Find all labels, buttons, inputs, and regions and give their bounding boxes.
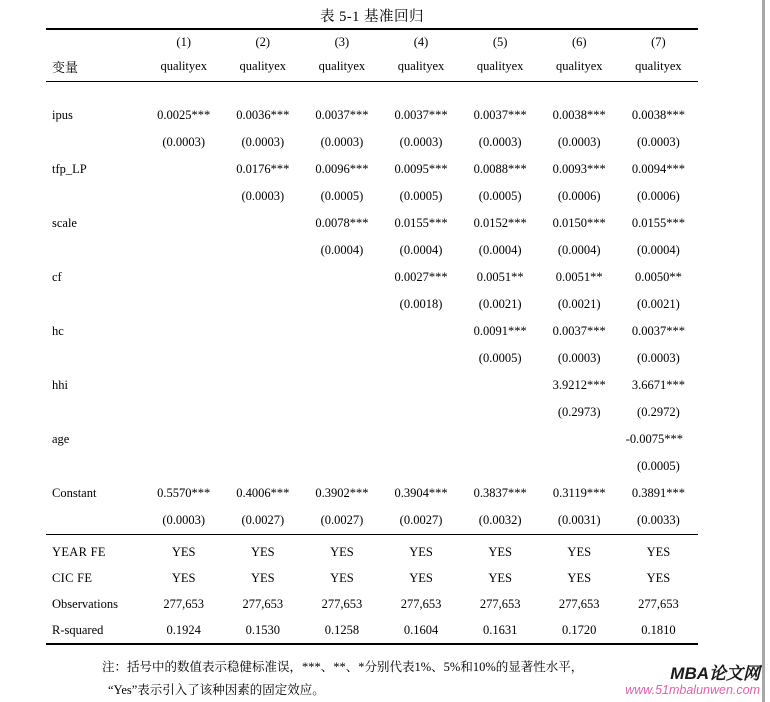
fe-row-year-fe xyxy=(46,535,698,566)
stat-value-1-col4: 0.1604 xyxy=(381,617,460,644)
fe-value-1-col4: YES xyxy=(409,570,433,585)
stat-value-1-col7: 0.1810 xyxy=(619,617,698,644)
fe-value-1-col2: YES xyxy=(250,570,275,585)
se-Constant-col5: (0.0032) xyxy=(461,507,540,535)
se-hc-col2 xyxy=(223,345,302,372)
spacer-cell xyxy=(381,82,460,103)
coef-tfp_LP-col1 xyxy=(144,156,223,183)
se-ipus-col5: (0.0003) xyxy=(478,135,522,149)
coef-cf-col3 xyxy=(302,264,381,291)
spacer-cell xyxy=(223,82,302,103)
coef-tfp_LP-col7: 0.0094*** xyxy=(631,162,685,176)
stat-value-0-col6: 277,653 xyxy=(558,596,600,611)
coef-hhi-col5 xyxy=(461,372,540,399)
coef-Constant-col1: 0.5570*** xyxy=(157,486,211,500)
stat-value-0-col1: 277,653 xyxy=(163,596,204,611)
coef-row-ipus xyxy=(46,102,698,129)
coef-ipus-col6: 0.0038*** xyxy=(552,108,606,122)
coef-scale-col2 xyxy=(223,210,302,237)
table-header-numbers xyxy=(46,29,698,54)
fe-value-0-col7: YES xyxy=(646,544,671,559)
se-label-spacer-age xyxy=(46,453,144,480)
header-label-spacer xyxy=(46,29,144,54)
se-cf-col4: (0.0018) xyxy=(399,297,443,311)
coef-tfp_LP-col6: 0.0093*** xyxy=(552,162,606,176)
se-label-spacer-Constant xyxy=(46,507,144,535)
coef-tfp_LP-col3: 0.0096*** xyxy=(315,162,369,176)
column-name-7: qualityex xyxy=(619,54,698,82)
coef-hhi-col4 xyxy=(381,372,460,399)
coef-age-col2 xyxy=(223,426,302,453)
se-label-spacer-tfp_LP xyxy=(46,183,144,210)
se-age-col1 xyxy=(144,453,223,480)
se-Constant-col7: (0.0033) xyxy=(619,507,698,535)
se-tfp_LP-col4: (0.0005) xyxy=(399,189,443,203)
se-scale-col5: (0.0004) xyxy=(478,243,522,257)
column-number-2: (2) xyxy=(223,29,302,54)
fe-value-1-col7: YES xyxy=(646,570,671,585)
coef-age-col1 xyxy=(144,426,223,453)
coef-hhi-col6: 3.9212*** xyxy=(552,378,606,392)
stat-value-1-col1: 0.1924 xyxy=(144,617,223,644)
fe-value-0-col4: YES xyxy=(409,544,433,559)
coef-row-hc xyxy=(46,318,698,345)
se-hhi-col4 xyxy=(381,399,460,426)
se-cf-col6: (0.0021) xyxy=(557,297,601,311)
se-tfp_LP-col5: (0.0005) xyxy=(478,189,522,203)
coef-hc-col3 xyxy=(302,318,381,345)
fe-row-cic-fe xyxy=(46,565,698,591)
se-cf-col3 xyxy=(302,291,381,318)
variable-name-hhi: hhi xyxy=(52,378,68,392)
fe-value-1-col3: YES xyxy=(330,570,354,585)
se-hc-col3 xyxy=(302,345,381,372)
coef-row-scale xyxy=(46,210,698,237)
se-scale-col2 xyxy=(223,237,302,264)
se-scale-col7: (0.0004) xyxy=(637,243,680,257)
se-hc-col7: (0.0003) xyxy=(637,351,680,365)
se-hhi-col5 xyxy=(461,399,540,426)
coef-hc-col5: 0.0091*** xyxy=(473,324,527,338)
spacer-cell xyxy=(540,82,619,103)
fe-value-1-col6: YES xyxy=(567,570,592,585)
se-age-col5 xyxy=(461,453,540,480)
coef-scale-col1 xyxy=(144,210,223,237)
coef-Constant-col4: 0.3904*** xyxy=(394,486,448,500)
fe-label-1: CIC FE xyxy=(52,570,93,585)
coef-scale-col7: 0.0155*** xyxy=(631,216,685,230)
se-hc-col5: (0.0005) xyxy=(478,351,522,365)
se-scale-col4: (0.0004) xyxy=(399,243,443,257)
coef-cf-col1 xyxy=(144,264,223,291)
se-tfp_LP-col6: (0.0006) xyxy=(557,189,601,203)
se-row-cf xyxy=(46,291,698,318)
se-row-hhi xyxy=(46,399,698,426)
coef-hc-col6: 0.0037*** xyxy=(552,324,606,338)
coef-cf-col2 xyxy=(223,264,302,291)
header-gap-row xyxy=(46,82,698,103)
coef-hhi-col3 xyxy=(302,372,381,399)
se-label-spacer-hc xyxy=(46,345,144,372)
se-row-tfp_LP xyxy=(46,183,698,210)
se-ipus-col4: (0.0003) xyxy=(399,135,443,149)
column-number-7: (7) xyxy=(619,29,698,54)
watermark-url: www.51mbalunwen.com xyxy=(625,683,760,698)
coef-ipus-col3: 0.0037*** xyxy=(315,108,369,122)
se-ipus-col1: (0.0003) xyxy=(162,135,206,149)
coef-age-col4 xyxy=(381,426,460,453)
coef-cf-col7: 0.0050** xyxy=(634,270,682,284)
variable-name-scale: scale xyxy=(52,216,77,230)
column-number-1: (1) xyxy=(144,29,223,54)
watermark-brand: MBA论文网 xyxy=(670,663,760,683)
fe-value-0-col3: YES xyxy=(330,544,354,559)
coef-age-col6 xyxy=(540,426,619,453)
coef-cf-col6: 0.0051** xyxy=(555,270,603,284)
variable-name-tfp_LP: tfp_LP xyxy=(52,162,87,176)
fe-value-1-col5: YES xyxy=(488,570,512,585)
fe-value-0-col1: YES xyxy=(171,544,196,559)
se-hc-col4 xyxy=(381,345,460,372)
stat-label-0: Observations xyxy=(52,596,118,611)
column-number-6: (6) xyxy=(540,29,619,54)
se-hhi-col2 xyxy=(223,399,302,426)
coef-hc-col1 xyxy=(144,318,223,345)
coef-hc-col2 xyxy=(223,318,302,345)
stat-value-0-col4: 277,653 xyxy=(400,596,442,611)
spacer-cell xyxy=(302,82,381,103)
coef-cf-col5: 0.0051** xyxy=(476,270,524,284)
se-hc-col1 xyxy=(144,345,223,372)
coef-age-col3 xyxy=(302,426,381,453)
se-tfp_LP-col1 xyxy=(144,183,223,210)
column-number-4: (4) xyxy=(381,29,460,54)
se-scale-col1 xyxy=(144,237,223,264)
stat-value-0-col5: 277,653 xyxy=(479,596,521,611)
stat-value-0-col7: 277,653 xyxy=(638,596,679,611)
stat-value-0-col3: 277,653 xyxy=(321,596,363,611)
se-row-scale xyxy=(46,237,698,264)
coef-age-col7: -0.0075*** xyxy=(625,432,684,446)
spacer-cell xyxy=(619,82,698,103)
stat-value-1-col3: 0.1258 xyxy=(302,617,381,644)
se-scale-col3: (0.0004) xyxy=(320,243,364,257)
coef-Constant-col3: 0.3902*** xyxy=(315,486,369,500)
note-line-1: 注：括号中的数值表示稳健标准误，***、**、*分别代表1%、5%和10%的显著性水平， xyxy=(102,660,584,674)
se-ipus-col7: (0.0003) xyxy=(637,135,680,149)
se-row-Constant xyxy=(46,507,698,535)
coef-row-Constant xyxy=(46,480,698,507)
coef-ipus-col1: 0.0025*** xyxy=(157,108,211,122)
se-tfp_LP-col7: (0.0006) xyxy=(637,189,680,203)
column-name-2: qualityex xyxy=(223,54,302,82)
coef-scale-col5: 0.0152*** xyxy=(473,216,527,230)
se-cf-col7: (0.0021) xyxy=(637,297,680,311)
se-age-col7: (0.0005) xyxy=(637,459,680,473)
coef-age-col5 xyxy=(461,426,540,453)
se-tfp_LP-col2: (0.0003) xyxy=(241,189,285,203)
se-Constant-col6: (0.0031) xyxy=(540,507,619,535)
coef-hhi-col2 xyxy=(223,372,302,399)
coef-ipus-col2: 0.0036*** xyxy=(236,108,290,122)
spacer-cell xyxy=(46,82,144,103)
column-name-4: qualityex xyxy=(381,54,460,82)
se-hc-col6: (0.0003) xyxy=(557,351,601,365)
column-name-1: qualityex xyxy=(144,54,223,82)
fe-value-1-col1: YES xyxy=(171,570,196,585)
column-name-3: qualityex xyxy=(302,54,381,82)
se-cf-col2 xyxy=(223,291,302,318)
se-row-hc xyxy=(46,345,698,372)
coef-Constant-col5: 0.3837*** xyxy=(473,486,527,500)
coef-ipus-col4: 0.0037*** xyxy=(394,108,448,122)
coef-hc-col4 xyxy=(381,318,460,345)
se-row-ipus xyxy=(46,129,698,156)
coef-ipus-col7: 0.0038*** xyxy=(631,108,685,122)
se-age-col2 xyxy=(223,453,302,480)
fe-value-0-col6: YES xyxy=(567,544,592,559)
se-hhi-col1 xyxy=(144,399,223,426)
se-label-spacer-scale xyxy=(46,237,144,264)
variable-name-Constant: Constant xyxy=(52,486,97,500)
se-ipus-col3: (0.0003) xyxy=(320,135,364,149)
table-title: 表 5-1 基准回归 xyxy=(319,9,425,25)
se-label-spacer-hhi xyxy=(46,399,144,426)
table-notes xyxy=(46,656,698,702)
coef-Constant-col7: 0.3891*** xyxy=(631,486,685,500)
coef-scale-col3: 0.0078*** xyxy=(315,216,369,230)
coef-row-tfp_LP xyxy=(46,156,698,183)
variable-column-header: 变量 xyxy=(46,54,144,82)
variable-name-cf: cf xyxy=(52,270,62,284)
se-ipus-col6: (0.0003) xyxy=(557,135,601,149)
coef-ipus-col5: 0.0037*** xyxy=(473,108,527,122)
coef-hhi-col1 xyxy=(144,372,223,399)
regression-table xyxy=(46,28,698,645)
coef-row-hhi xyxy=(46,372,698,399)
column-number-5: (5) xyxy=(461,29,540,54)
stat-label-1: R-squared xyxy=(46,617,144,644)
se-Constant-col4: (0.0027) xyxy=(381,507,460,535)
coef-cf-col4: 0.0027*** xyxy=(394,270,448,284)
se-tfp_LP-col3: (0.0005) xyxy=(320,189,364,203)
coef-scale-col4: 0.0155*** xyxy=(394,216,448,230)
se-Constant-col1: (0.0003) xyxy=(144,507,223,535)
fe-value-0-col2: YES xyxy=(250,544,275,559)
coef-tfp_LP-col4: 0.0095*** xyxy=(394,162,448,176)
variable-name-hc: hc xyxy=(52,324,64,338)
stat-value-1-col2: 0.1530 xyxy=(223,617,302,644)
fe-value-0-col5: YES xyxy=(488,544,512,559)
coef-tfp_LP-col5: 0.0088*** xyxy=(473,162,527,176)
se-cf-col5: (0.0021) xyxy=(478,297,522,311)
stat-row-observations xyxy=(46,591,698,617)
se-age-col3 xyxy=(302,453,381,480)
se-cf-col1 xyxy=(144,291,223,318)
variable-name-ipus: ipus xyxy=(52,108,73,122)
se-Constant-col2: (0.0027) xyxy=(223,507,302,535)
se-age-col4 xyxy=(381,453,460,480)
coef-row-cf xyxy=(46,264,698,291)
se-row-age xyxy=(46,453,698,480)
coef-scale-col6: 0.0150*** xyxy=(552,216,606,230)
coef-row-age xyxy=(46,426,698,453)
fe-label-0: YEAR FE xyxy=(52,544,106,559)
variable-name-age: age xyxy=(52,432,70,446)
table-header-names xyxy=(46,54,698,82)
page-edge-shadow xyxy=(762,0,765,702)
column-name-6: qualityex xyxy=(540,54,619,82)
coef-hhi-col7: 3.6671*** xyxy=(631,378,685,392)
stat-value-1-col5: 0.1631 xyxy=(461,617,540,644)
stat-value-0-col2: 277,653 xyxy=(242,596,284,611)
se-hhi-col3 xyxy=(302,399,381,426)
stat-value-1-col6: 0.1720 xyxy=(540,617,619,644)
se-hhi-col7: (0.2972) xyxy=(637,405,680,419)
coef-tfp_LP-col2: 0.0176*** xyxy=(236,162,290,176)
se-age-col6 xyxy=(540,453,619,480)
se-ipus-col2: (0.0003) xyxy=(241,135,285,149)
coef-hc-col7: 0.0037*** xyxy=(631,324,685,338)
se-label-spacer-ipus xyxy=(46,129,144,156)
se-hhi-col6: (0.2973) xyxy=(557,405,601,419)
note-line-2: “Yes”表示引入了该种因素的固定效应。 xyxy=(108,683,325,697)
se-label-spacer-cf xyxy=(46,291,144,318)
stat-row-r-squared xyxy=(46,617,698,644)
column-number-3: (3) xyxy=(302,29,381,54)
spacer-cell xyxy=(461,82,540,103)
se-Constant-col3: (0.0027) xyxy=(302,507,381,535)
se-scale-col6: (0.0004) xyxy=(557,243,601,257)
coef-Constant-col6: 0.3119*** xyxy=(552,486,606,500)
spacer-cell xyxy=(144,82,223,103)
column-name-5: qualityex xyxy=(461,54,540,82)
coef-Constant-col2: 0.4006*** xyxy=(236,486,290,500)
